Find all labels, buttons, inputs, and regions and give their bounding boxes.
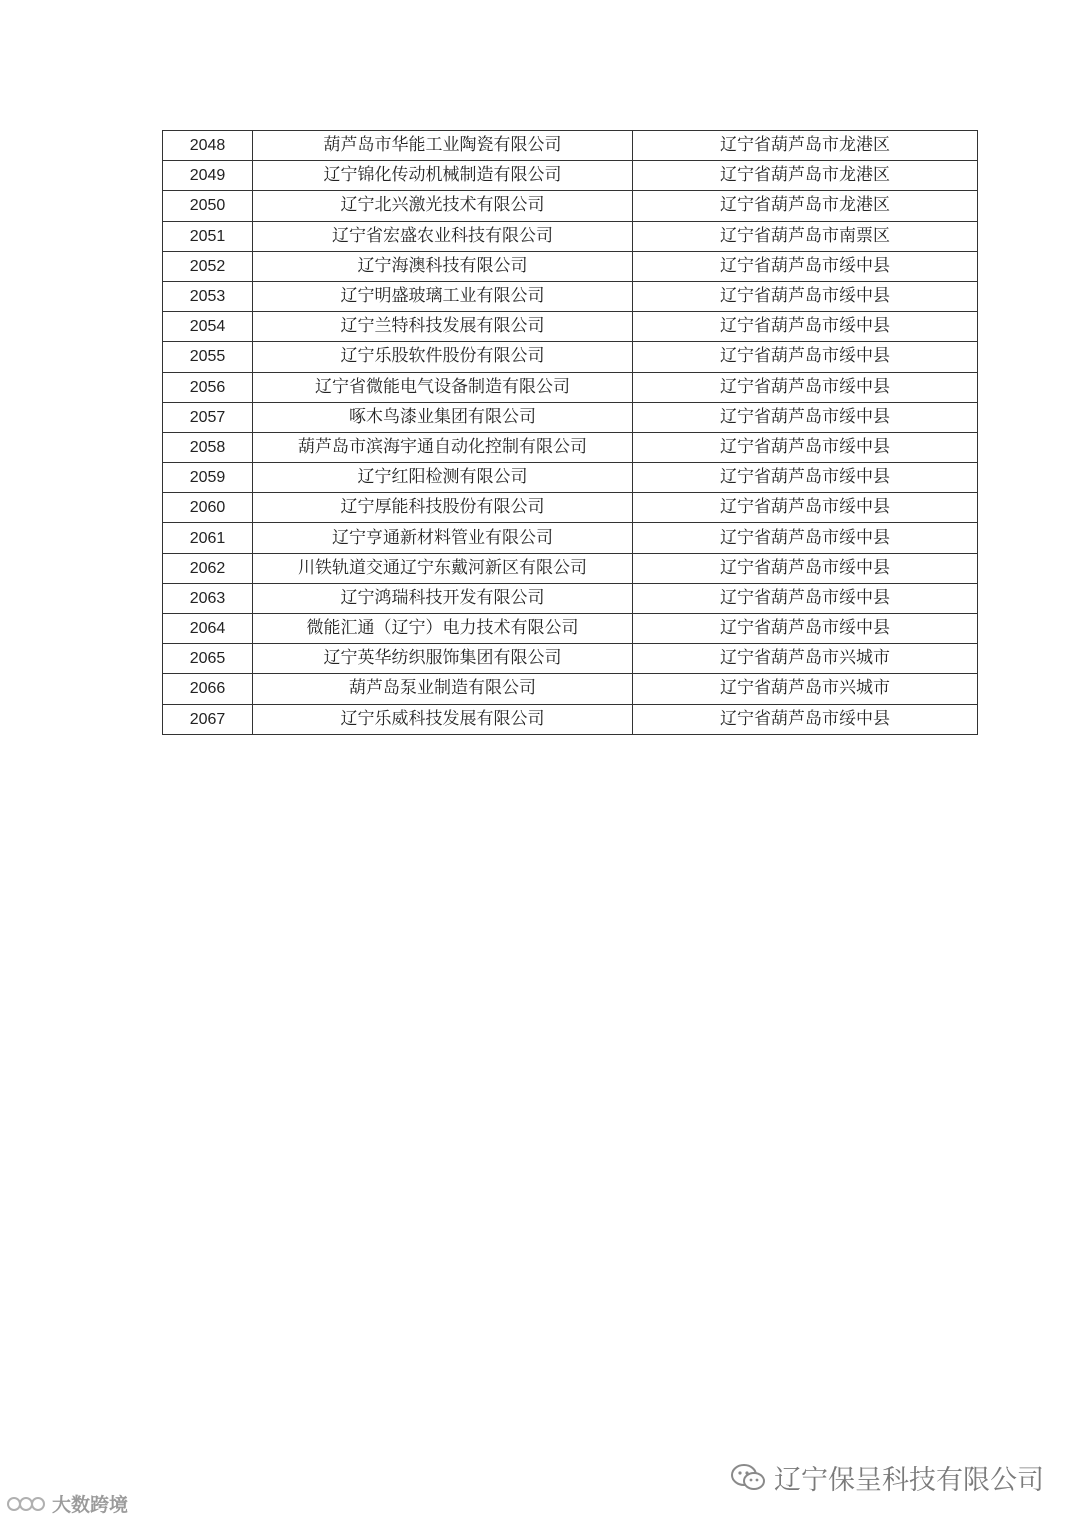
table-row bbox=[163, 221, 978, 251]
address-cell: 辽宁省葫芦岛市南票区 bbox=[633, 221, 978, 251]
table-body bbox=[163, 131, 978, 735]
company-name-cell: 葫芦岛市滨海宇通自动化控制有限公司 bbox=[253, 432, 633, 462]
table-row bbox=[163, 523, 978, 553]
address-cell: 辽宁省葫芦岛市绥中县 bbox=[633, 432, 978, 462]
company-name-cell: 辽宁海澳科技有限公司 bbox=[253, 251, 633, 281]
row-number-cell: 2064 bbox=[163, 614, 253, 644]
watermark-wechat-account bbox=[730, 1458, 1044, 1497]
address-cell: 辽宁省葫芦岛市绥中县 bbox=[633, 523, 978, 553]
wechat-icon bbox=[730, 1462, 766, 1494]
table-row bbox=[163, 251, 978, 281]
table-row bbox=[163, 312, 978, 342]
table-row bbox=[163, 614, 978, 644]
table-row bbox=[163, 674, 978, 704]
table-row bbox=[163, 493, 978, 523]
company-name-cell: 辽宁亨通新材料管业有限公司 bbox=[253, 523, 633, 553]
company-name-cell: 葫芦岛泵业制造有限公司 bbox=[253, 674, 633, 704]
row-number-cell: 2060 bbox=[163, 493, 253, 523]
table-row bbox=[163, 704, 978, 734]
address-cell: 辽宁省葫芦岛市绥中县 bbox=[633, 704, 978, 734]
row-number-cell: 2049 bbox=[163, 161, 253, 191]
row-number-cell: 2067 bbox=[163, 704, 253, 734]
company-name-cell: 辽宁厚能科技股份有限公司 bbox=[253, 493, 633, 523]
row-number-cell: 2048 bbox=[163, 131, 253, 161]
table-row bbox=[163, 432, 978, 462]
row-number-cell: 2063 bbox=[163, 583, 253, 613]
row-number-cell: 2050 bbox=[163, 191, 253, 221]
address-cell: 辽宁省葫芦岛市绥中县 bbox=[633, 583, 978, 613]
address-cell: 辽宁省葫芦岛市龙港区 bbox=[633, 131, 978, 161]
table-row bbox=[163, 372, 978, 402]
row-number-cell: 2065 bbox=[163, 644, 253, 674]
company-name-cell: 啄木鸟漆业集团有限公司 bbox=[253, 402, 633, 432]
table-row bbox=[163, 463, 978, 493]
table-row bbox=[163, 402, 978, 432]
company-name-cell: 辽宁鸿瑞科技开发有限公司 bbox=[253, 583, 633, 613]
watermark-right-text: 辽宁保呈科技有限公司 bbox=[774, 1465, 1044, 1496]
company-list-table bbox=[162, 130, 978, 735]
company-name-cell: 葫芦岛市华能工业陶瓷有限公司 bbox=[253, 131, 633, 161]
address-cell: 辽宁省葫芦岛市龙港区 bbox=[633, 161, 978, 191]
row-number-cell: 2055 bbox=[163, 342, 253, 372]
address-cell: 辽宁省葫芦岛市绥中县 bbox=[633, 281, 978, 311]
address-cell: 辽宁省葫芦岛市绥中县 bbox=[633, 493, 978, 523]
company-name-cell: 辽宁省宏盛农业科技有限公司 bbox=[253, 221, 633, 251]
row-number-cell: 2057 bbox=[163, 402, 253, 432]
address-cell: 辽宁省葫芦岛市绥中县 bbox=[633, 372, 978, 402]
row-number-cell: 2061 bbox=[163, 523, 253, 553]
row-number-cell: 2054 bbox=[163, 312, 253, 342]
address-cell: 辽宁省葫芦岛市绥中县 bbox=[633, 553, 978, 583]
company-name-cell: 辽宁明盛玻璃工业有限公司 bbox=[253, 281, 633, 311]
table-row bbox=[163, 281, 978, 311]
table-row bbox=[163, 583, 978, 613]
row-number-cell: 2058 bbox=[163, 432, 253, 462]
address-cell: 辽宁省葫芦岛市绥中县 bbox=[633, 463, 978, 493]
company-name-cell: 辽宁乐威科技发展有限公司 bbox=[253, 704, 633, 734]
address-cell: 辽宁省葫芦岛市绥中县 bbox=[633, 342, 978, 372]
row-number-cell: 2059 bbox=[163, 463, 253, 493]
address-cell: 辽宁省葫芦岛市绥中县 bbox=[633, 251, 978, 281]
watermark-left-text: 大数跨境 bbox=[52, 1494, 129, 1516]
address-cell: 辽宁省葫芦岛市绥中县 bbox=[633, 402, 978, 432]
company-name-cell: 辽宁兰特科技发展有限公司 bbox=[253, 312, 633, 342]
dashuju-logo-icon bbox=[6, 1492, 46, 1516]
company-name-cell: 辽宁乐股软件股份有限公司 bbox=[253, 342, 633, 372]
company-name-cell: 辽宁省微能电气设备制造有限公司 bbox=[253, 372, 633, 402]
table-row bbox=[163, 553, 978, 583]
address-cell: 辽宁省葫芦岛市兴城市 bbox=[633, 674, 978, 704]
company-list-table-container bbox=[162, 130, 976, 735]
address-cell: 辽宁省葫芦岛市龙港区 bbox=[633, 191, 978, 221]
address-cell: 辽宁省葫芦岛市兴城市 bbox=[633, 644, 978, 674]
watermark-dashuju bbox=[6, 1490, 128, 1517]
table-row bbox=[163, 161, 978, 191]
row-number-cell: 2052 bbox=[163, 251, 253, 281]
table-row bbox=[163, 131, 978, 161]
row-number-cell: 2056 bbox=[163, 372, 253, 402]
company-name-cell: 辽宁北兴激光技术有限公司 bbox=[253, 191, 633, 221]
row-number-cell: 2066 bbox=[163, 674, 253, 704]
address-cell: 辽宁省葫芦岛市绥中县 bbox=[633, 312, 978, 342]
address-cell: 辽宁省葫芦岛市绥中县 bbox=[633, 614, 978, 644]
company-name-cell: 微能汇通（辽宁）电力技术有限公司 bbox=[253, 614, 633, 644]
table-row bbox=[163, 644, 978, 674]
company-name-cell: 辽宁锦化传动机械制造有限公司 bbox=[253, 161, 633, 191]
company-name-cell: 辽宁红阳检测有限公司 bbox=[253, 463, 633, 493]
row-number-cell: 2053 bbox=[163, 281, 253, 311]
company-name-cell: 辽宁英华纺织服饰集团有限公司 bbox=[253, 644, 633, 674]
table-row bbox=[163, 191, 978, 221]
table-row bbox=[163, 342, 978, 372]
company-name-cell: 川铁轨道交通辽宁东戴河新区有限公司 bbox=[253, 553, 633, 583]
row-number-cell: 2062 bbox=[163, 553, 253, 583]
row-number-cell: 2051 bbox=[163, 221, 253, 251]
